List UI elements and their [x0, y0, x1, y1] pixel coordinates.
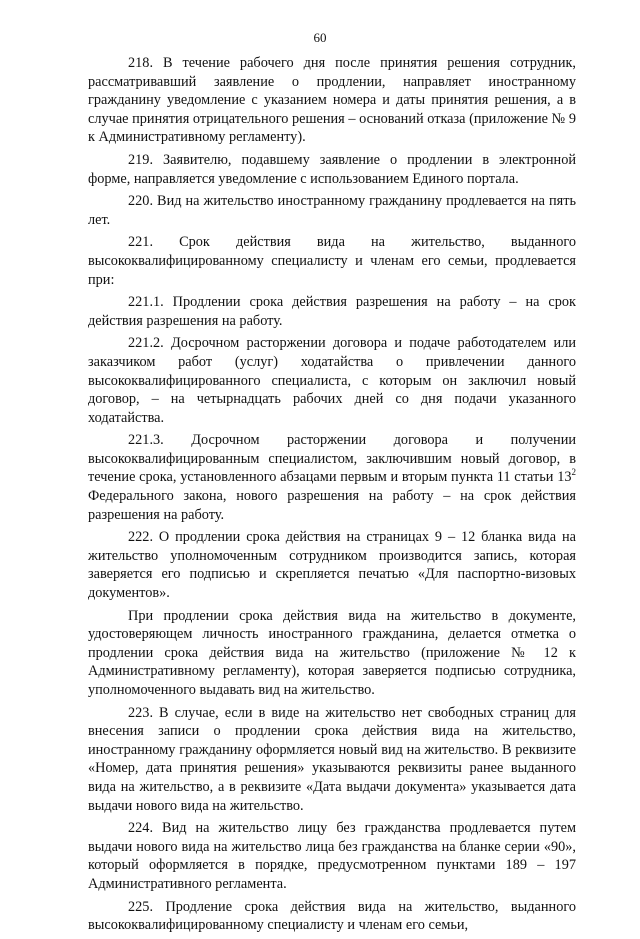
- paragraph-221: 221. Срок действия вида на жительство, выданного высококвалифицированному специалисту и членам его семьи, продлевается при:: [88, 234, 576, 288]
- paragraph-223: 223. В случае, если в виде на жительство нет свободных страниц для внесения записи о продлении срока действия вида на жительство, иностранному гражданину оформляется новый вид на жительство. В реквизите «Номер, дата принятия решения» указываются реквизиты ранее выданного вида на жительство, а в реквизите «Дата выдачи документа» указывается дата выдачи нового вида на жительство.: [88, 704, 576, 814]
- document-body: [88, 54, 576, 939]
- page-number: 60: [313, 30, 327, 45]
- paragraph-221-3-text: 221.3. Досрочном расторжении договора и получении высококвалифицированным специалистом, заключившим новый договор, в течение срока, установленного абзацами первым и вторым пункта 11 статьи 13: [88, 432, 576, 486]
- paragraph-221-1: 221.1. Продлении срока действия разрешения на работу – на срок действия разрешения на работу.: [88, 294, 576, 329]
- paragraph-221-3-text-after: Федерального закона, нового разрешения на работу – на срок действия разрешения на работу.: [88, 488, 576, 523]
- superscript-2: 2: [571, 467, 576, 478]
- paragraph-218: 218. В течение рабочего дня после принятия решения сотрудник, рассматривавший заявление о продлении, направляет иностранному гражданину уведомление с указанием номера и даты принятия решения, а в случае принятия отрицательного решения – оснований отказа (приложение № 9 к Административному регламенту).: [88, 55, 576, 146]
- paragraph-224: 224. Вид на жительство лицу без гражданства продлевается путем выдачи нового вида на жительство лица без гражданства на бланке серии «90», который оформляется в порядке, предусмотренном пунктами 189 – 197 Административного регламента.: [88, 820, 576, 892]
- paragraph-219: 219. Заявителю, подавшему заявление о продлении в электронной форме, направляется уведомление с использованием Единого портала.: [88, 151, 576, 187]
- paragraph-222-extension: При продлении срока действия вида на жительство в документе, удостоверяющем личность иностранного гражданина, делается отметка о продлении срока действия вида на жительство (приложение № 12 к Административному регламенту), которая заверяется подписью сотрудника, уполномоченного выдавать вид на жительство.: [88, 607, 576, 698]
- paragraph-225: 225. Продление срока действия вида на жительство, выданного высококвалифицированному специалисту и членам его семьи,: [88, 898, 576, 934]
- paragraph-221-3: [88, 431, 576, 524]
- paragraph-220: 220. Вид на жительство иностранному гражданину продлевается на пять лет.: [88, 193, 576, 228]
- paragraph-222: 222. О продлении срока действия на страницах 9 – 12 бланка вида на жительство уполномоченным сотрудником производится запись, которая заверяется его подписью и скрепляется печатью «Для паспортно-визовых документов».: [88, 529, 576, 602]
- paragraph-221-2: 221.2. Досрочном расторжении договора и подаче работодателем или заказчиком работ (услуг) ходатайства о привлечении данного высококвалифицированного специалиста, с которым он заключил новый договор, – на четырнадцать рабочих дней со дня подачи указанного ходатайства.: [88, 335, 576, 426]
